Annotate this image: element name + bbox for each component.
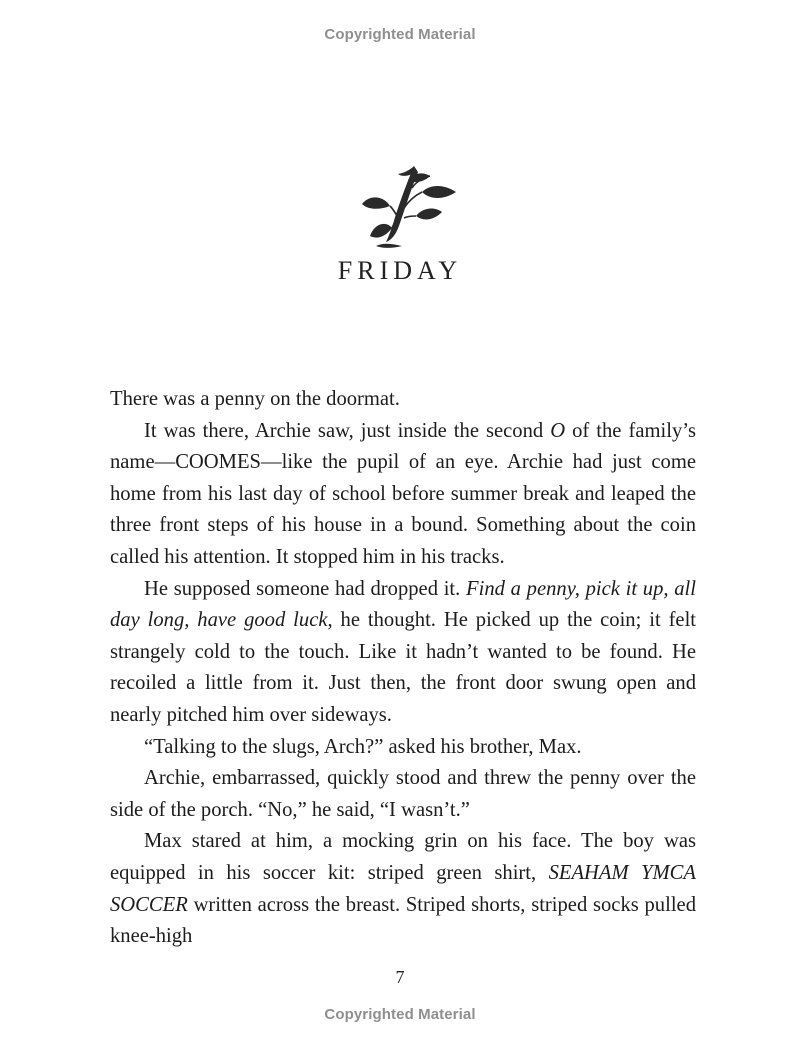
- copyright-watermark-top: Copyrighted Material: [324, 26, 476, 43]
- paragraph: [110, 826, 696, 952]
- text-run: written across the breast. Striped shorts, striped socks pulled knee-high: [110, 893, 696, 948]
- text-run: , he thought. He picked up the coin; it felt strangely cold to the touch. Like it hadn’t wanted to be found. He recoiled a little from it. Just then, the front door swung open and nearly pitched him over sideways.: [110, 609, 697, 726]
- text-run: “Talking to the slugs, Arch?” asked his brother, Max.: [144, 735, 582, 758]
- text-run: He supposed someone had dropped it.: [144, 577, 467, 600]
- paragraph: [110, 384, 696, 416]
- paragraph: [110, 732, 696, 764]
- paragraph: [110, 574, 696, 732]
- copyright-watermark-bottom: Copyrighted Material: [324, 1006, 476, 1023]
- page-number: 7: [395, 967, 405, 987]
- chapter-body-text: [110, 384, 696, 953]
- text-run: It was there, Archie saw, just inside the second: [144, 419, 551, 442]
- chapter-title: FRIDAY: [337, 256, 463, 285]
- text-run: Max stared at him, a mocking grin on his face. The boy was equipped in his soccer kit: striped green shirt,: [110, 830, 696, 884]
- numeral-one-with-leaves-icon: [356, 162, 464, 250]
- paragraph: [110, 416, 696, 574]
- italic-text: O: [550, 419, 566, 442]
- italic-text: SEAHAM YMCA SOCCER: [110, 861, 696, 916]
- text-run: There was a penny on the doormat.: [110, 388, 400, 410]
- text-run: of the family’s name—COOMES—like the pupil of an eye. Archie had just come home from his last day of school before summer break and leaped the three front steps of his house in a bound. Something about the coin called his attention. It stopped him in his tracks.: [110, 419, 696, 568]
- paragraph: [110, 763, 696, 826]
- text-run: Archie, embarrassed, quickly stood and threw the penny over the side of the porch. “No,” he said, “I wasn’t.”: [110, 767, 696, 821]
- italic-text: Find a penny, pick it up, all day long, have good luck: [110, 577, 696, 632]
